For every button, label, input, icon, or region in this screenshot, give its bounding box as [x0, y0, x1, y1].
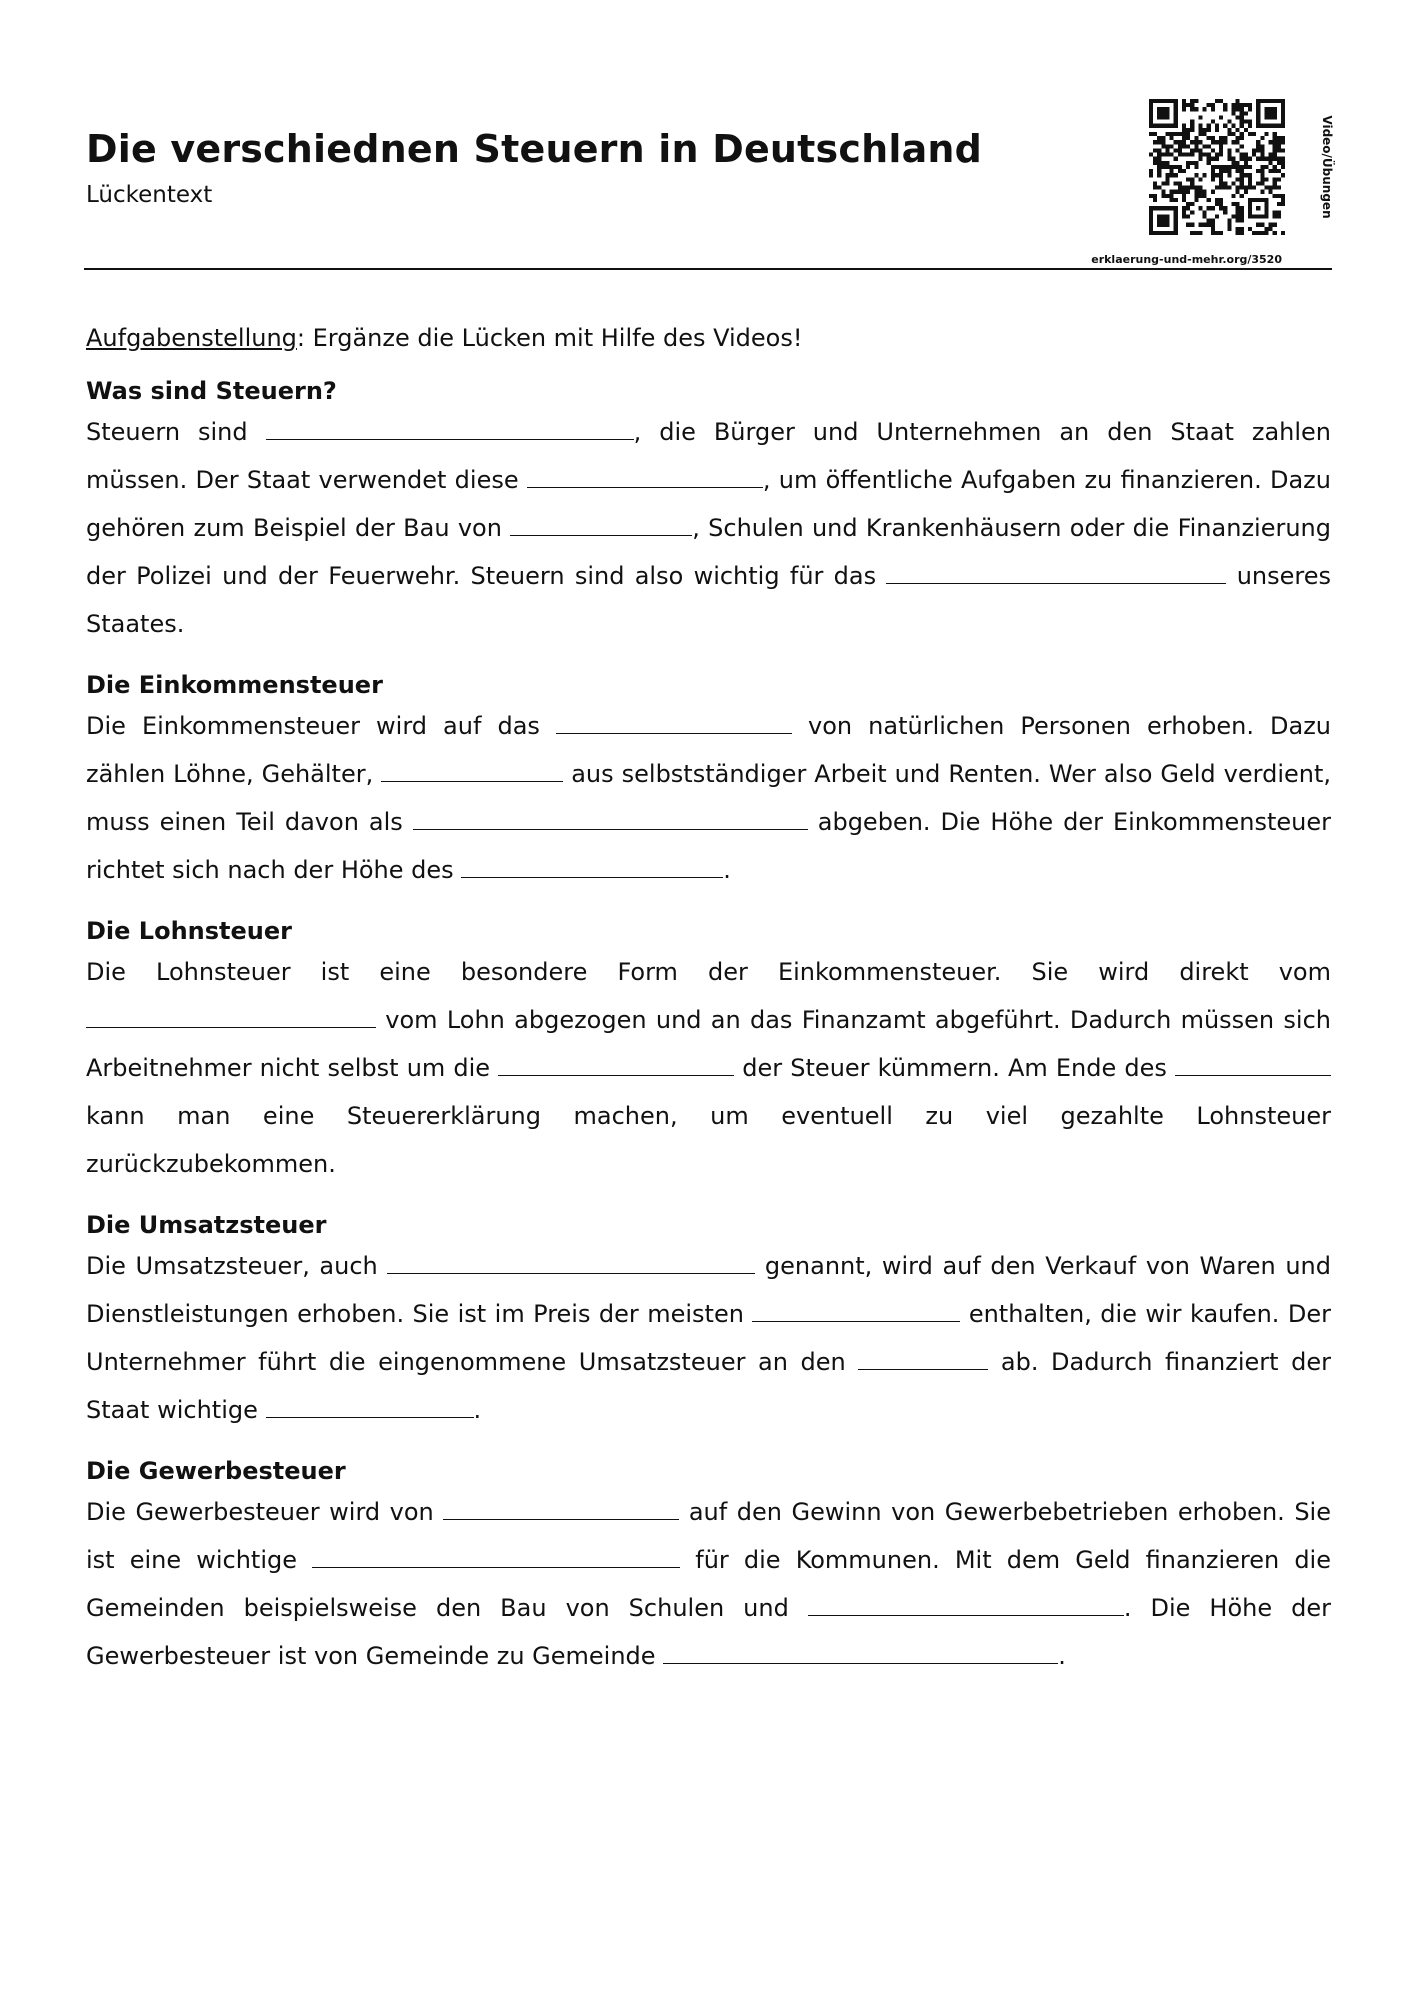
paragraph-text: abgeben. Die Höhe der Einkommensteuer richtet sich nach der Höhe des [86, 808, 1331, 884]
section-heading: Was sind Steuern? [86, 377, 337, 405]
section-4 [86, 1208, 1331, 1434]
page-subtitle: Lückentext [86, 182, 213, 208]
blank-gap[interactable] [752, 1299, 960, 1322]
blank-gap[interactable] [461, 855, 723, 878]
section-heading: Die Umsatzsteuer [86, 1211, 327, 1239]
paragraph-text: vom Lohn abgezogen und an das Finanzamt abgeführt. Dadurch müssen sich Arbeitnehmer nicht selbst um die [86, 1006, 1331, 1082]
worksheet-content [86, 322, 1331, 1680]
paragraph-text: . [723, 856, 731, 884]
task-instruction [86, 322, 1331, 354]
blank-gap[interactable] [387, 1251, 755, 1274]
paragraph-text: . [1058, 1642, 1066, 1670]
task-text: : Ergänze die Lücken mit Hilfe des Videos! [296, 324, 803, 352]
section-paragraph [86, 408, 1331, 648]
paragraph-text: , die Bürger und Unternehmen an den Staat zahlen müssen. Der Staat verwendet diese [86, 418, 1332, 494]
qr-side-text: Video/Übungen [1320, 115, 1334, 219]
blank-gap[interactable] [808, 1593, 1124, 1616]
blank-gap[interactable] [663, 1641, 1058, 1664]
paragraph-text: enthalten, die wir kaufen. Der Unternehmer führt die eingenommene Umsatzsteuer an den [86, 1300, 1331, 1376]
blank-gap[interactable] [498, 1053, 734, 1076]
page-title: Die verschiednen Steuern in Deutschland [86, 127, 983, 171]
section-heading: Die Gewerbesteuer [86, 1457, 346, 1485]
paragraph-text: , um öffentliche Aufgaben zu finanzieren. Dazu gehören zum Beispiel der Bau von [86, 466, 1331, 542]
blank-gap[interactable] [86, 1005, 376, 1028]
paragraph-text: Die Einkommensteuer wird auf das [86, 712, 556, 740]
blank-gap[interactable] [510, 513, 692, 536]
header-divider [84, 268, 1332, 270]
paragraph-text: . Die Höhe der Gewerbesteuer ist von Gemeinde zu Gemeinde [86, 1594, 1332, 1670]
qr-url: erklaerung-und-mehr.org/3520 [1091, 253, 1282, 266]
section-5 [86, 1454, 1331, 1680]
paragraph-text: Die Lohnsteuer ist eine besondere Form der Einkommensteuer. Sie wird direkt vom [86, 958, 1331, 986]
section-2 [86, 668, 1331, 894]
paragraph-text: , Schulen und Krankenhäusern oder die Finanzierung der Polizei und der Feuerwehr. Steuern sind also wichtig für das [86, 514, 1331, 590]
blank-gap[interactable] [266, 1395, 474, 1418]
section-paragraph [86, 702, 1331, 894]
blank-gap[interactable] [413, 807, 808, 830]
paragraph-text: aus selbstständiger Arbeit und Renten. Wer also Geld verdient, muss einen Teil davon als [86, 760, 1331, 836]
paragraph-text: Steuern sind [86, 418, 266, 446]
qr-code-icon [1149, 99, 1285, 235]
paragraph-text: Die Umsatzsteuer, auch [86, 1252, 388, 1280]
section-heading: Die Einkommensteuer [86, 671, 383, 699]
paragraph-text: . [473, 1396, 482, 1424]
section-paragraph [86, 1242, 1331, 1434]
blank-gap[interactable] [886, 561, 1226, 584]
qr-side-label [1314, 99, 1340, 235]
blank-gap[interactable] [1175, 1053, 1331, 1076]
section-3 [86, 914, 1331, 1188]
paragraph-text: von natürlichen Personen erhoben. Dazu zählen Löhne, Gehälter, [86, 712, 1331, 788]
blank-gap[interactable] [381, 759, 563, 782]
paragraph-text: für die Kommunen. Mit dem Geld finanzieren die Gemeinden beispielsweise den Bau von Schulen und [86, 1546, 1331, 1622]
paragraph-text: genannt, wird auf den Verkauf von Waren und Dienstleistungen erhoben. Sie ist im Preis der meisten [86, 1252, 1331, 1328]
paragraph-text: auf den Gewinn von Gewerbebetrieben erhoben. Sie ist eine wichtige [86, 1498, 1331, 1574]
paragraph-text: ab. Dadurch finanziert der Staat wichtige [86, 1348, 1332, 1424]
paragraph-text: kann man eine Steuererklärung machen, um eventuell zu viel gezahlte Lohnsteuer zurückzubekommen. [86, 1102, 1331, 1178]
blank-gap[interactable] [266, 417, 634, 440]
blank-gap[interactable] [527, 465, 763, 488]
blank-gap[interactable] [312, 1545, 680, 1568]
section-1 [86, 374, 1331, 648]
paragraph-text: Die Gewerbesteuer wird von [86, 1498, 444, 1526]
blank-gap[interactable] [858, 1347, 988, 1370]
section-heading: Die Lohnsteuer [86, 917, 292, 945]
blank-gap[interactable] [443, 1497, 679, 1520]
paragraph-text: unseres Staates. [86, 562, 1331, 638]
blank-gap[interactable] [556, 711, 792, 734]
section-paragraph [86, 1488, 1331, 1680]
task-label: Aufgabenstellung [86, 324, 297, 352]
paragraph-text: der Steuer kümmern. Am Ende des [734, 1054, 1175, 1082]
section-paragraph [86, 948, 1331, 1188]
